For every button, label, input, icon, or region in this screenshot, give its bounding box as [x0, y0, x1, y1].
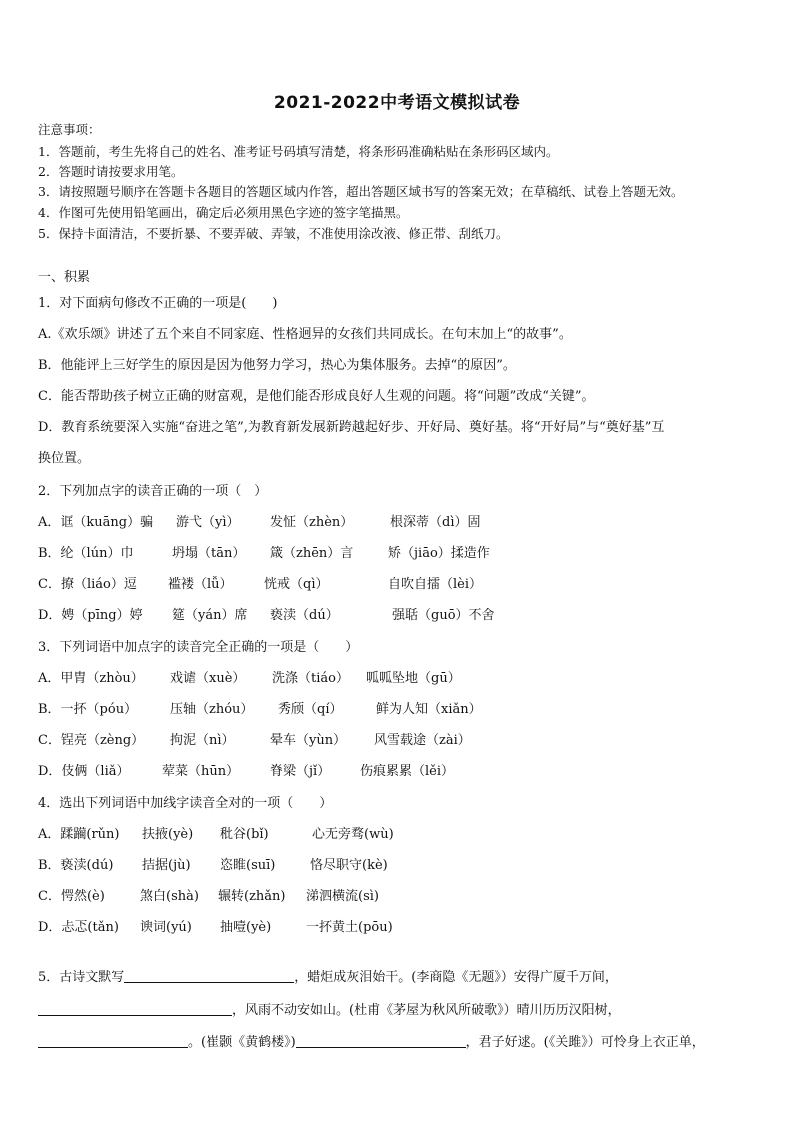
question-stem: 2．下列加点字的读音正确的一项（ ）: [38, 484, 268, 499]
option-cell: 一抔黄土(pōu): [306, 920, 393, 935]
option-cell: 秀颀（qí）: [278, 702, 343, 717]
option-cell: A．蹂躏(rǔn): [38, 827, 120, 842]
option-cell: 涕泗横流(sì): [306, 889, 379, 904]
option-cell: 压轴（zhóu）: [170, 702, 254, 717]
option-cell: 扶掖(yè): [142, 827, 194, 842]
page-title: 2021-2022中考语文模拟试卷: [273, 93, 521, 113]
question-stem: 5．古诗文默写: [38, 970, 125, 985]
notes-item: 1．答题前，考生先将自己的姓名、准考证号码填写清楚，将条形码准确粘贴在条形码区域内。: [38, 144, 559, 159]
option-cell: 强聒（guō）不舍: [392, 608, 495, 623]
option-cell: B．纶（lún）巾: [38, 546, 134, 561]
notes-item: 5．保持卡面清洁，不要折暴、不要弄破、弄皱，不准使用涂改液、修正带、刮纸刀。: [38, 226, 509, 241]
answer-blank[interactable]: [38, 1001, 232, 1016]
option-cell: 恪尽职守(kè): [310, 858, 388, 873]
option-cell: 晕车（yùn）: [270, 733, 347, 748]
option-cell: B．亵渎(dú): [38, 858, 114, 873]
option-cell: 亵渎（dú）: [270, 608, 339, 623]
option-cell: C．撩（liáo）逗: [38, 577, 137, 592]
option-cell: 箴（zhēn）言: [270, 546, 354, 561]
option-cell: 恣睢(suī): [220, 858, 276, 873]
option-cell: 发怔（zhèn）: [270, 515, 354, 530]
option-cell: 拮据(jù): [142, 858, 191, 873]
notes-heading: 注意事项：: [38, 122, 101, 137]
notes-item: 4．作图可先使用铅笔画出，确定后必须用黑色字迹的签字笔描黑。: [38, 205, 409, 220]
option-cell: 坍塌（tān）: [172, 546, 246, 561]
question-stem: 4．选出下列词语中加线字读音全对的一项（ ）: [38, 796, 333, 811]
question-line: [38, 966, 618, 985]
question-text: 。(崔颢《黄鹤楼》): [188, 1035, 296, 1050]
option-cell: A．诓（kuāng）骗: [38, 515, 154, 530]
option-cell: 荤菜（hūn）: [162, 764, 240, 779]
option-cell: 根深蒂（dì）固: [390, 515, 481, 530]
option-cell: 脊梁（jǐ）: [270, 764, 331, 779]
option-cell: 呱呱坠地（gū）: [366, 671, 461, 686]
option-cell: 心无旁骛(wù): [312, 827, 394, 842]
option-cell: A．甲胄（zhòu）: [38, 671, 144, 686]
option-cell: 风雪载途（zài）: [374, 733, 471, 748]
answer-blank[interactable]: [124, 968, 294, 983]
option-b: B．他能评上三好学生的原因是因为他努力学习，热心为集体服务。去掉“的原因”。: [38, 358, 516, 373]
question-text: ，君子好逑。(《关雎》）可怜身上衣正单，: [465, 1035, 705, 1050]
option-cell: 辗转(zhǎn): [218, 889, 286, 904]
section-heading: 一、积累: [38, 270, 91, 285]
option-cell: 抽噎(yè): [220, 920, 272, 935]
question-stem: 3．下列词语中加点字的读音完全正确的一项是（ ）: [38, 640, 359, 655]
option-cell: 筵（yán）席: [172, 608, 248, 623]
option-cell: 自吹自擂（lèi）: [388, 577, 483, 592]
option-cell: D．娉（pīng）婷: [38, 608, 143, 623]
option-a: A.《欢乐颂》讲述了五个来自不同家庭、性格迥异的女孩们共同成长。在句末加上“的故事”。: [38, 327, 572, 342]
option-cell: 谀词(yú): [140, 920, 192, 935]
option-cell: 鲜为人知（xiǎn）: [376, 702, 482, 717]
option-cell: 拘泥（nì）: [170, 733, 235, 748]
question-stem: 1．对下面病句修改不正确的一项是( ): [38, 296, 278, 311]
option-cell: 洗涤（tiáo）: [272, 671, 349, 686]
question-text: ，蜡炬成灰泪始干。(李商隐《无题》）安得广厦千万间，: [294, 970, 618, 985]
option-cell: 恍戒（qì）: [264, 577, 329, 592]
option-d-continued: 换位置。: [38, 451, 91, 466]
option-cell: C．锃亮（zèng）: [38, 733, 145, 748]
option-cell: 秕谷(bǐ): [220, 827, 269, 842]
option-cell: D．忐忑(tǎn): [38, 920, 119, 935]
question-text: ，风雨不动安如山。(杜甫《茅屋为秋风所破歌》）晴川历历汉阳树，: [232, 1003, 621, 1018]
option-cell: B．一抔（póu）: [38, 702, 138, 717]
option-d: D．教育系统要深入实施“奋进之笔”,为教育新发展新跨越起好步、开好局、奠好基。将“开好局”与“奠好基”互: [38, 420, 665, 435]
notes-item: 2．答题时请按要求用笔。: [38, 164, 184, 179]
notes-item: 3．请按照题号顺序在答题卡各题目的答题区域内作答，超出答题区域书写的答案无效；在草稿纸、试卷上答题无效。: [38, 184, 684, 199]
question-line: [38, 1031, 705, 1050]
option-cell: C．愕然(è): [38, 889, 105, 904]
answer-blank[interactable]: [38, 1033, 188, 1048]
question-line: [38, 999, 621, 1018]
option-cell: 戏谑（xuè）: [170, 671, 246, 686]
option-cell: 游弋（yì）: [176, 515, 240, 530]
option-cell: 煞白(shà): [140, 889, 199, 904]
option-cell: 伤痕累累（lěi）: [360, 764, 455, 779]
option-cell: 矫（jiāo）揉造作: [388, 546, 490, 561]
answer-blank[interactable]: [296, 1033, 466, 1048]
option-cell: 褴褛（lǚ）: [168, 577, 233, 592]
option-c: C．能否帮助孩子树立正确的财富观，是他们能否形成良好人生观的问题。将“问题”改成“关键”。: [38, 389, 595, 404]
option-cell: D．伎俩（liǎ）: [38, 764, 130, 779]
